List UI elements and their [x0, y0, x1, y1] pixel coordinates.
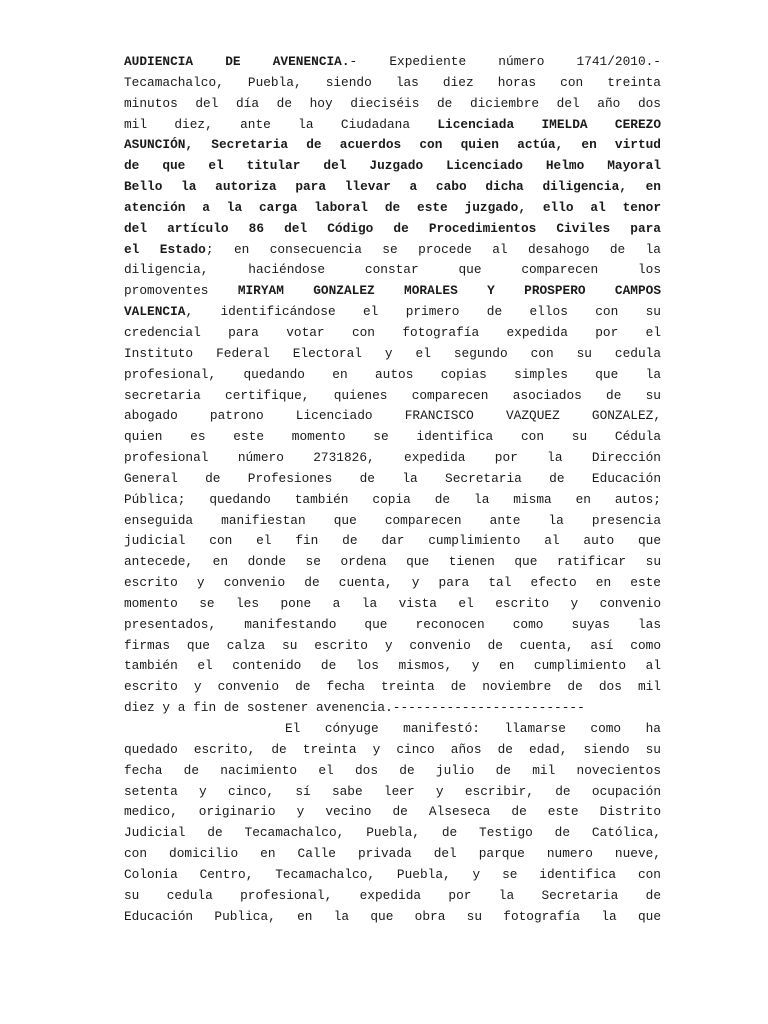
text-run: diligencia, haciéndose constar que comparecen los [124, 262, 661, 278]
bold-text-run: de que el titular del Juzgado Licenciado Helmo Mayoral [124, 158, 661, 174]
text-line [124, 386, 661, 407]
text-run: Instituto Federal Electoral y el segundo con su cedula [124, 345, 661, 361]
text-line [124, 177, 661, 198]
text-run: quien es este momento se identifica con su Cédula [124, 429, 661, 445]
text-run: El cónyuge manifestó: llamarse como ha [285, 721, 661, 736]
text-run: mil diez, ante la Ciudadana [124, 116, 438, 132]
text-run: credencial para votar con fotografía expedida por el [124, 324, 661, 340]
text-run: momento se les pone a la vista el escrito y convenio [124, 595, 661, 611]
text-run: , identificándose el primero de ellos con su [185, 304, 661, 320]
bold-text-run: AUDIENCIA DE AVENENCIA. [124, 54, 350, 69]
text-line [124, 156, 661, 177]
text-line [124, 115, 661, 136]
text-line [124, 94, 661, 115]
bold-text-run: Licenciada IMELDA CEREZO [437, 116, 661, 132]
text-line [124, 844, 661, 865]
text-line [124, 802, 661, 823]
text-run: enseguida manifiestan que comparecen ante la presencia [124, 512, 661, 528]
text-run: escrito y convenio de cuenta, y para tal efecto en este [124, 575, 661, 591]
text-run: escrito y convenio de fecha treinta de noviembre de dos mil [124, 679, 661, 695]
text-line [124, 782, 661, 803]
text-line [124, 406, 661, 427]
text-line [124, 135, 661, 156]
text-run: también el contenido de los mismos, y en cumplimiento al [124, 658, 661, 674]
text-line [124, 448, 661, 469]
bold-text-run: atención a la carga laboral de este juzgado, ello al tenor [124, 199, 661, 215]
text-line [124, 823, 661, 844]
bold-text-run: MIRYAM GONZALEZ MORALES Y PROSPERO CAMPOS [237, 283, 661, 299]
text-line [124, 552, 661, 573]
text-line [124, 323, 661, 344]
text-run: abogado patrono Licenciado FRANCISCO VAZQUEZ GONZALEZ, [124, 408, 661, 424]
text-line [124, 698, 661, 719]
text-run: minutos del día de hoy dieciséis de diciembre del año dos [124, 95, 661, 111]
text-line [124, 302, 661, 323]
text-run: Educación Publica, en la que obra su fotografía la que [124, 908, 661, 924]
text-line [124, 73, 661, 94]
text-line [124, 573, 661, 594]
text-run: Pública; quedando también copia de la misma en autos; [124, 491, 661, 507]
text-line [124, 52, 661, 73]
text-line [124, 761, 661, 782]
text-line [124, 219, 661, 240]
text-line [124, 344, 661, 365]
text-line [124, 240, 661, 261]
text-line [124, 636, 661, 657]
text-line [124, 740, 661, 761]
text-run: diez y a fin de sostener avenencia.------------------------- [124, 700, 585, 716]
text-run: promoventes [124, 283, 238, 299]
text-line [124, 531, 661, 552]
bold-text-run: ASUNCIÓN, Secretaria de acuerdos con quien actúa, en virtud [124, 137, 661, 153]
text-line [124, 656, 661, 677]
text-line [124, 719, 661, 740]
text-line [124, 865, 661, 886]
text-run: ; en consecuencia se procede al desahogo de la [205, 241, 661, 257]
text-run: judicial con el fin de dar cumplimiento al auto que [124, 533, 661, 549]
text-run: presentados, manifestando que reconocen como suyas las [124, 616, 661, 632]
text-run: setenta y cinco, sí sabe leer y escribir, de ocupación [124, 783, 661, 799]
text-run: fecha de nacimiento el dos de julio de mil novecientos [124, 762, 661, 778]
text-line [124, 365, 661, 386]
bold-text-run: del artículo 86 del Código de Procedimientos Civiles para [124, 220, 661, 236]
text-run: con domicilio en Calle privada del parque numero nueve, [124, 846, 661, 862]
text-run: Tecamachalco, Puebla, siendo las diez horas con treinta [124, 74, 661, 90]
text-line [124, 907, 661, 928]
text-run: General de Profesiones de la Secretaria de Educación [124, 470, 661, 486]
document-body [124, 52, 661, 927]
text-run: profesional, quedando en autos copias simples que la [124, 366, 661, 382]
text-run: quedado escrito, de treinta y cinco años de edad, siendo su [124, 741, 661, 757]
text-line [124, 260, 661, 281]
text-run: secretaria certifique, quienes comparecen asociados de su [124, 387, 661, 403]
text-line [124, 198, 661, 219]
text-run: profesional número 2731826, expedida por la Dirección [124, 450, 661, 466]
text-run: firmas que calza su escrito y convenio de cuenta, así como [124, 637, 661, 653]
text-run: - Expediente número 1741/2010.- [349, 54, 661, 69]
text-run: Colonia Centro, Tecamachalco, Puebla, y se identifica con [124, 866, 661, 882]
text-run: medico, originario y vecino de Alseseca de este Distrito [124, 804, 661, 820]
text-run: antecede, en donde se ordena que tienen que ratificar su [124, 554, 661, 570]
text-run: Judicial de Tecamachalco, Puebla, de Testigo de Católica, [124, 825, 661, 841]
text-line [124, 594, 661, 615]
text-line [124, 886, 661, 907]
text-line [124, 490, 661, 511]
text-line [124, 511, 661, 532]
text-line [124, 615, 661, 636]
text-line [124, 677, 661, 698]
text-line [124, 469, 661, 490]
bold-text-run: el Estado [124, 241, 206, 257]
text-line [124, 427, 661, 448]
bold-text-run: VALENCIA [124, 304, 186, 320]
bold-text-run: Bello la autoriza para llevar a cabo dicha diligencia, en [124, 179, 661, 195]
text-line [124, 281, 661, 302]
text-run: su cedula profesional, expedida por la Secretaria de [124, 887, 661, 903]
